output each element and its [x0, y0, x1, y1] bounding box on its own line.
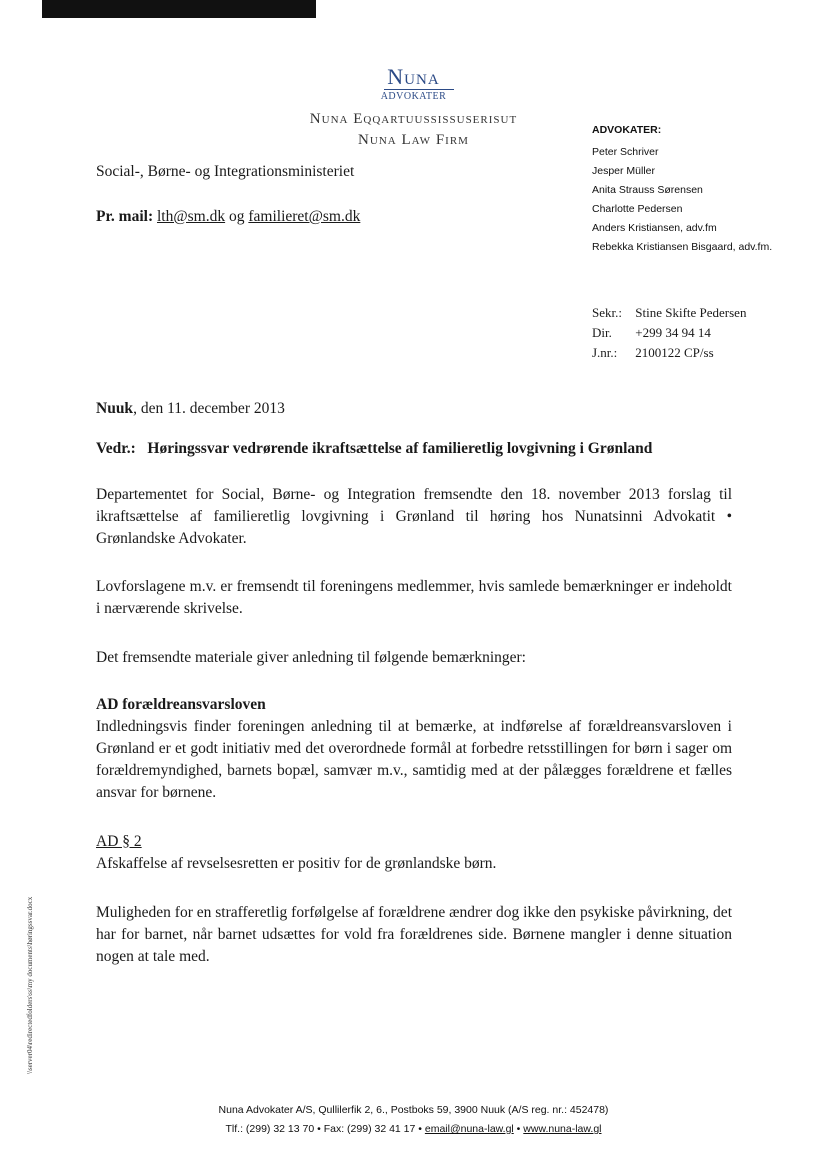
redaction-bar — [42, 0, 316, 18]
recipient: Social-, Børne- og Integrationsministeriet — [96, 163, 355, 180]
mail-joiner: og — [228, 208, 245, 225]
paragraph-3: Det fremsendte materiale giver anledning til følgende bemærkninger: — [96, 649, 526, 666]
subject-line — [96, 440, 652, 458]
logo-title: Nuna — [387, 64, 440, 89]
sekr-value: Stine Skifte Pedersen — [635, 305, 747, 320]
paragraph-2: Lovforslagene m.v. er fremsendt til foreningens medlemmer, hvis samlede bemærkninger er indeholdt i nærværende skrivelse. — [96, 578, 732, 617]
footer-address: Nuna Advokater A/S, Qullilerfik 2, 6., Postboks 59, 3900 Nuuk (A/S reg. nr.: 452478) — [218, 1104, 609, 1116]
footer-email-link[interactable]: email@nuna-law.gl — [424, 1123, 514, 1135]
lawyers-heading: ADVOKATER: — [592, 124, 662, 136]
lawyer-name: Jesper Müller — [592, 165, 656, 177]
contact-block — [592, 303, 746, 363]
lawyer-name: Anders Kristiansen, adv.fm — [592, 222, 717, 234]
jnr-value: 2100122 CP/ss — [635, 345, 714, 360]
subject-label: Vedr.: — [96, 440, 136, 457]
lawyers-list — [592, 143, 772, 257]
lawyer-name: Rebekka Kristiansen Bisgaard, adv.fm. — [592, 241, 773, 253]
mail-label: Pr. mail: — [96, 208, 154, 225]
paragraph-5: Afskaffelse af revselsesretten er positiv for de grønlandske børn. — [96, 855, 497, 872]
date-place: Nuuk — [96, 400, 134, 417]
paragraph-1: Departementet for Social, Børne- og Integration fremsendte den 18. november 2013 forslag til ikraftsættelse af familieretlig lovgivning i Grønland til høring hos Nunatsinni Advokatit • Grønlandske Advokater. — [96, 486, 732, 547]
dir-value: +299 34 94 14 — [635, 325, 711, 340]
section-heading-2: AD § 2 — [96, 833, 142, 850]
section-heading-1: AD forældreansvarsloven — [96, 696, 266, 713]
date-rest: , den 11. december 2013 — [133, 400, 285, 417]
lawyer-name: Peter Schriver — [592, 146, 659, 158]
mail-line — [96, 208, 360, 226]
dir-label: Dir. — [592, 325, 612, 340]
lawyer-name: Charlotte Pedersen — [592, 203, 683, 215]
firm-name-greenlandic: Nuna Eqqartuussissuserisut — [309, 111, 518, 127]
date-line — [96, 400, 285, 418]
logo-rule — [384, 89, 454, 90]
lawyer-name: Anita Strauss Sørensen — [592, 184, 703, 196]
email-link-2[interactable]: familieret@sm.dk — [248, 208, 361, 225]
subject-text: Høringssvar vedrørende ikraftsættelse af familieretlig lovgivning i Grønland — [147, 440, 653, 457]
logo-subtitle: ADVOKATER — [380, 91, 447, 102]
paragraph-6: Muligheden for en strafferetlig forfølgelse af forældrene ændrer dog ikke den psykiske påvirkning, det har for barnet, når barnet udsættes for vold fra forældrenes side. Børnene mangler i denne situation nogen at tale med. — [96, 904, 732, 965]
firm-name-english: Nuna Law Firm — [358, 132, 469, 148]
paragraph-4: Indledningsvis finder foreningen anledning til at bemærke, at indførelse af forældreansvarsloven i Grønland er et godt initiativ med det overordnede formål at forbedre retsstillingen for børn i sager om forældremyndighed, barnets bopæl, samvær m.v., samtidig med at der pålægges forældrene et fælles ansvar for børnene. — [96, 718, 732, 801]
sekr-label: Sekr.: — [592, 305, 622, 320]
footer-web-link[interactable]: www.nuna-law.gl — [523, 1123, 602, 1135]
footer-contact — [0, 1123, 827, 1135]
file-path-margin: \\server04\redirectedfolders\ss\my documents\høringssvar.docx — [26, 896, 34, 1074]
jnr-label: J.nr.: — [592, 345, 618, 360]
footer-separator: • — [516, 1123, 521, 1135]
footer-phone-fax: Tlf.: (299) 32 13 70 • Fax: (299) 32 41 17 • — [225, 1123, 422, 1135]
email-link-1[interactable]: lth@sm.dk — [157, 208, 226, 225]
